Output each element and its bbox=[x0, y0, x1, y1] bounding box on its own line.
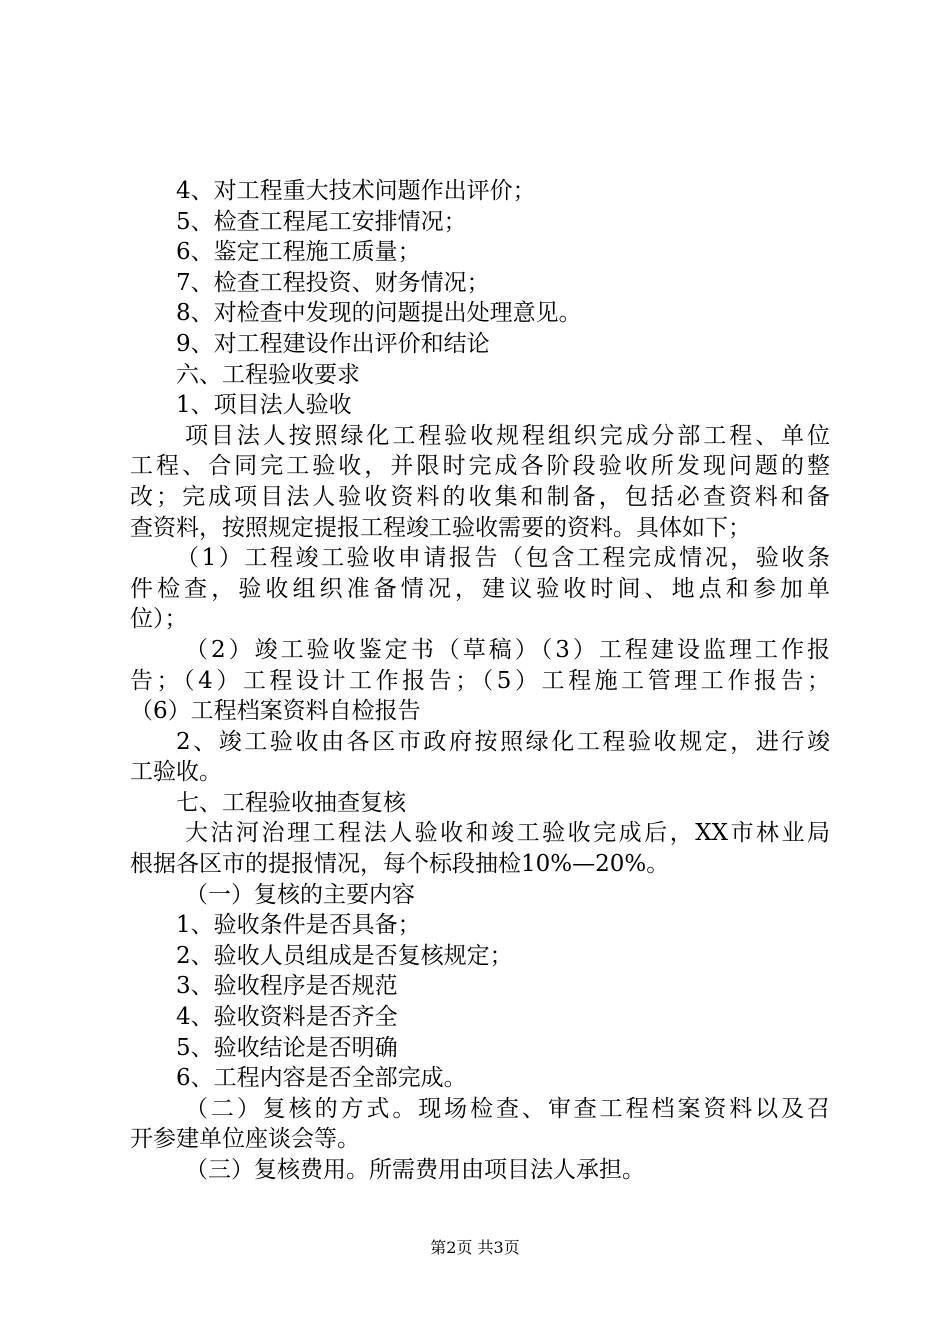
list-item: 2、验收人员组成是否复核规定； bbox=[176, 942, 513, 969]
paragraph-line: （2）竣工验收鉴定书（草稿）（3）工程建设监理工作报 bbox=[185, 636, 830, 663]
subsection-heading: （一）复核的主要内容 bbox=[185, 881, 415, 908]
document-body bbox=[0, 176, 950, 1186]
paragraph-line: 件检查，验收组织准备情况，建议验收时间、地点和参加单 bbox=[130, 575, 830, 602]
text-line: 7、检查工程投资、财务情况； bbox=[176, 269, 490, 296]
paragraph-line: 查资料，按照规定提报工程竣工验收需要的资料。具体如下； bbox=[130, 514, 751, 541]
text-line: 8、对检查中发现的问题提出处理意见。 bbox=[176, 300, 582, 327]
paragraph-line: 2、竣工验收由各区市政府按照绿化工程验收规定，进行竣 bbox=[176, 728, 830, 755]
paragraph-line: 位）； bbox=[130, 606, 188, 633]
paragraph-line: （1）工程竣工验收申请报告（包含工程完成情况，验收条 bbox=[176, 545, 830, 572]
text-line: 6、鉴定工程施工质量； bbox=[176, 239, 421, 266]
paragraph-line: 大沽河治理工程法人验收和竣工验收完成后，XX市林业局 bbox=[185, 820, 830, 847]
list-item: 5、验收结论是否明确 bbox=[176, 1034, 398, 1061]
list-item: 3、验收程序是否规范 bbox=[176, 973, 398, 1000]
paragraph-line: 工程、合同完工验收，并限时完成各阶段验收所发现问题的整 bbox=[130, 453, 830, 480]
paragraph-line: 改；完成项目法人验收资料的收集和制备，包括必查资料和备 bbox=[130, 483, 830, 510]
paragraph-line: 工验收。 bbox=[130, 759, 222, 786]
list-item: 4、验收资料是否齐全 bbox=[176, 1004, 398, 1031]
list-item: 1、验收条件是否具备； bbox=[176, 912, 421, 939]
paragraph-line: （6）工程档案资料自检报告 bbox=[130, 698, 421, 725]
paragraph-line: 开参建单位座谈会等。 bbox=[130, 1126, 360, 1153]
paragraph-line: （三）复核费用。所需费用由项目法人承担。 bbox=[185, 1157, 645, 1183]
paragraph-line: （二）复核的方式。现场检查、审查工程档案资料以及召 bbox=[185, 1095, 830, 1122]
paragraph-line: 告；（4）工程设计工作报告；（5）工程施工管理工作报告； bbox=[130, 667, 830, 694]
paragraph-line: 项目法人按照绿化工程验收规程组织完成分部工程、单位 bbox=[185, 422, 830, 449]
text-line: 4、对工程重大技术问题作出评价； bbox=[176, 178, 536, 204]
list-item: 6、工程内容是否全部完成。 bbox=[176, 1065, 467, 1092]
paragraph-line: 根据各区市的提报情况，每个标段抽检10%—20%。 bbox=[130, 851, 670, 878]
section-heading: 六、工程验收要求 bbox=[176, 361, 360, 388]
section-heading: 七、工程验收抽查复核 bbox=[176, 789, 406, 816]
subsection-heading: 1、项目法人验收 bbox=[176, 392, 352, 419]
page-footer: 第2页 共3页 bbox=[430, 1238, 520, 1257]
text-line: 5、检查工程尾工安排情况； bbox=[176, 208, 467, 235]
text-line: 9、对工程建设作出评价和结论 bbox=[176, 330, 490, 357]
